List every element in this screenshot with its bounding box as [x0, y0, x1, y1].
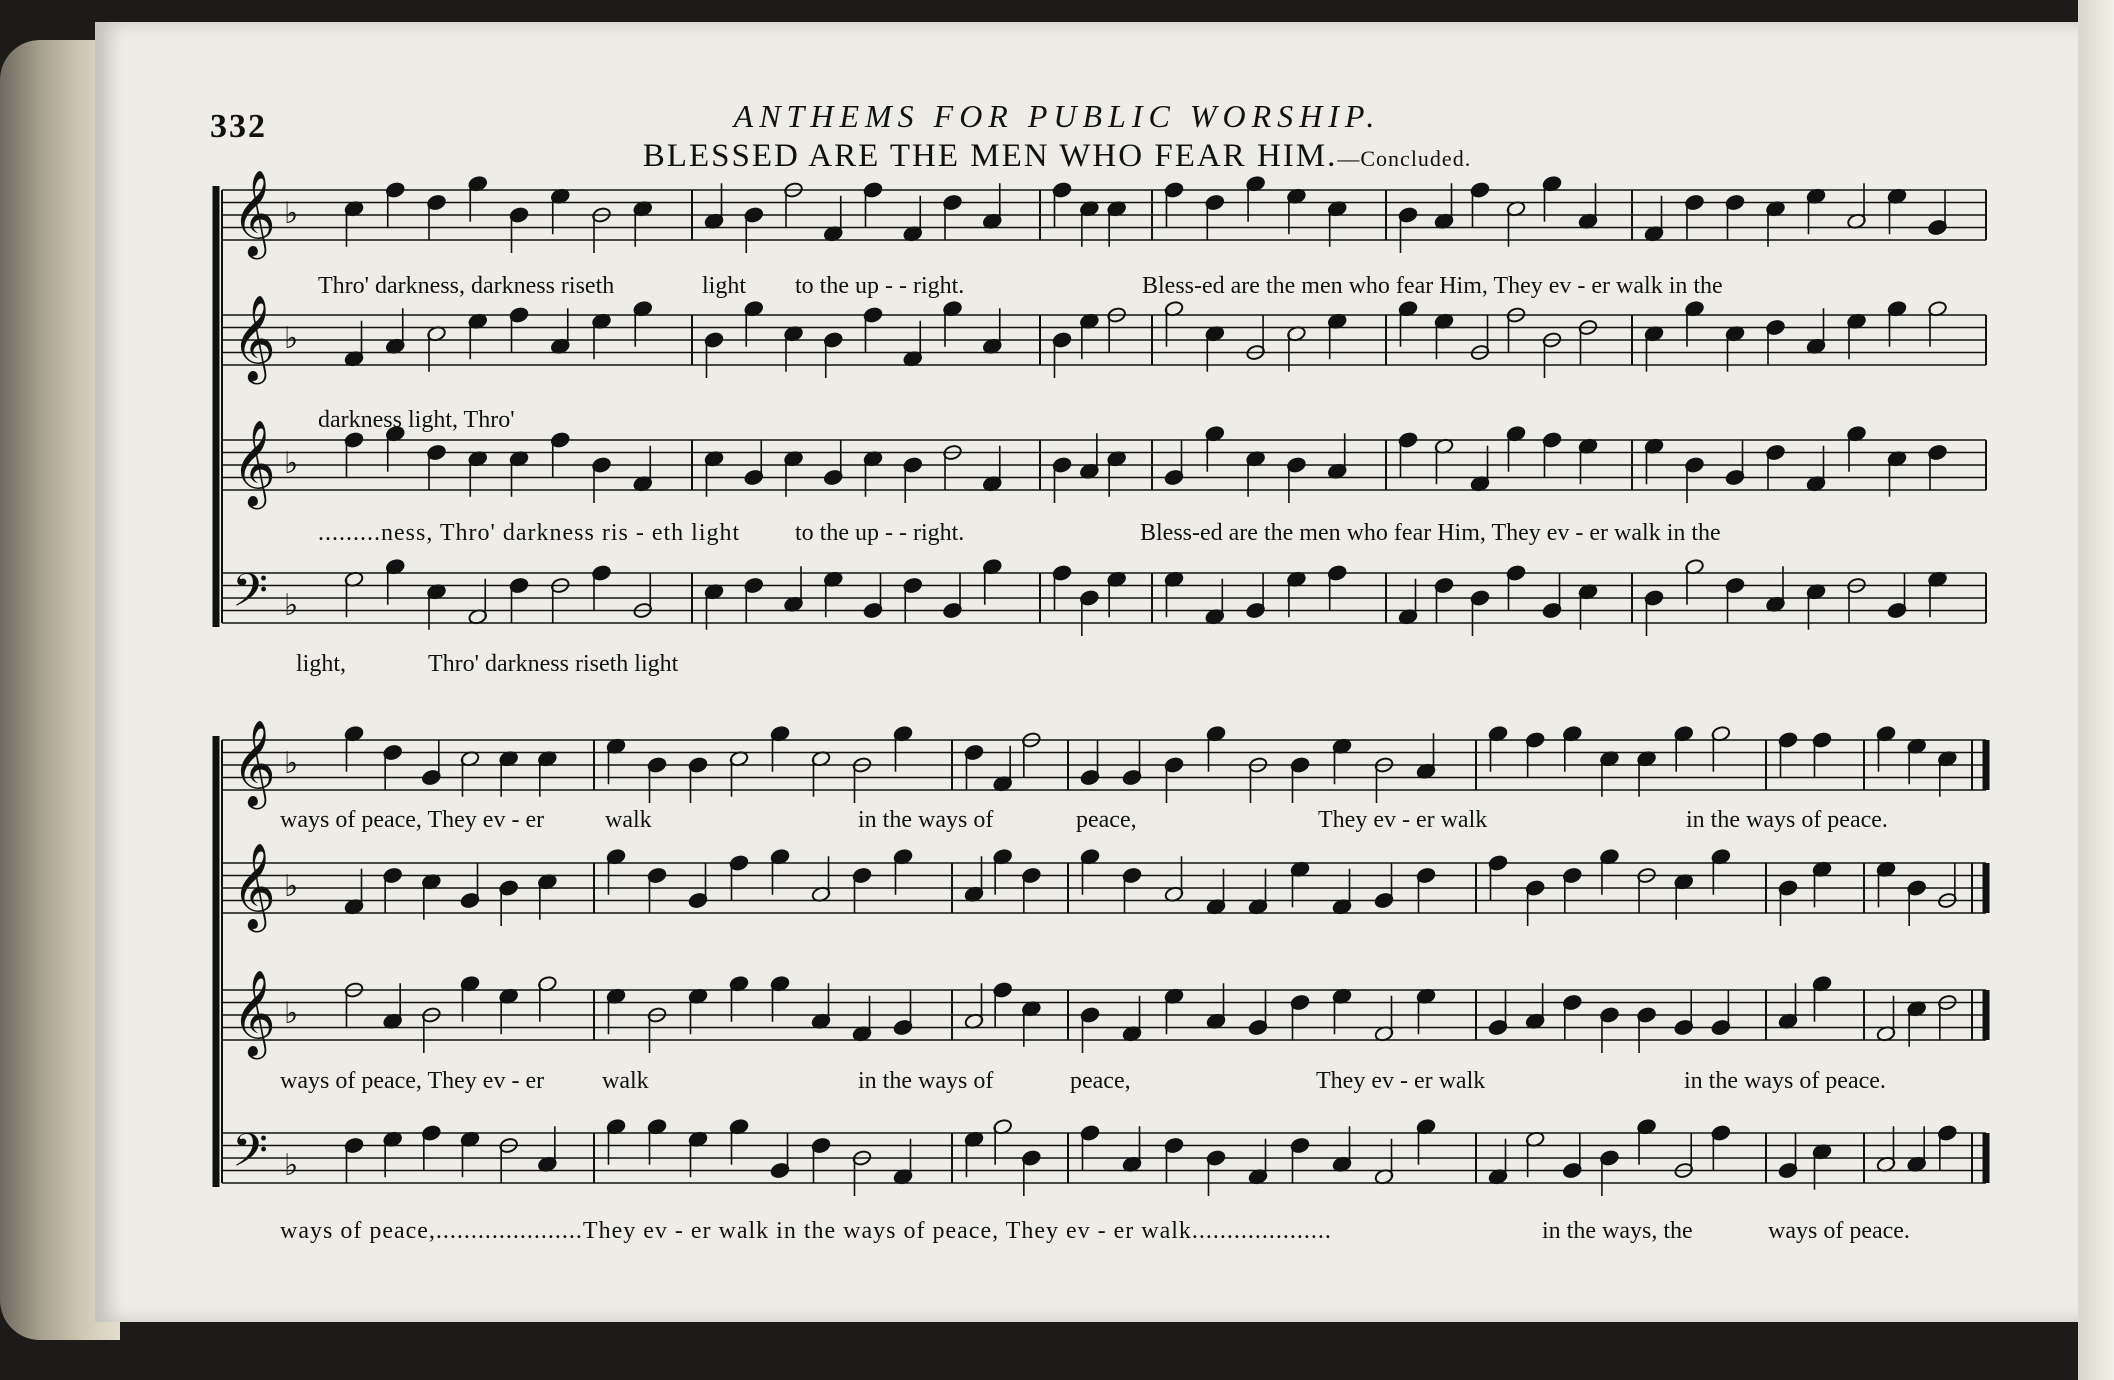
flat-icon: ♭ — [284, 869, 299, 904]
lyric-s1-bass-a: light, — [296, 651, 347, 677]
anthem-title-main: BLESSED ARE THE MEN WHO FEAR HIM. — [642, 138, 1338, 174]
lyric-s1-soprano-b: light — [702, 273, 747, 299]
lyric-s1-soprano-d: Bless-ed are the men who fear Him, They ev - er walk in the — [1142, 273, 1723, 299]
lyric-s2-soprano-c: in the ways of — [858, 807, 994, 833]
lyric-s2-bass-b: in the ways, the — [1542, 1218, 1693, 1244]
lyric-s2-bass-c: ways of peace. — [1768, 1218, 1910, 1244]
flat-icon: ♭ — [284, 321, 299, 356]
lyric-s2-tenor-a: ways of peace, They ev - er — [280, 1068, 545, 1094]
flat-icon: ♭ — [284, 996, 299, 1031]
flat-icon: ♭ — [284, 588, 299, 623]
treble-clef-icon: 𝄞 — [232, 843, 276, 929]
bass-clef-icon: 𝄢 — [232, 564, 269, 629]
lyric-s1-soprano-a: Thro' darkness, darkness riseth — [318, 273, 615, 299]
treble-clef-icon: 𝄞 — [232, 170, 276, 256]
lyric-s2-tenor-d: peace, — [1070, 1068, 1131, 1094]
lyric-s2-soprano-b: walk — [605, 807, 652, 833]
system-brackets — [216, 186, 222, 1187]
lyric-s1-bass-b: Thro' darkness riseth light — [428, 651, 679, 677]
flat-icon: ♭ — [284, 196, 299, 231]
lyric-s2-soprano-a: ways of peace, They ev - er — [280, 807, 545, 833]
lyric-s2-soprano-f: in the ways of peace. — [1686, 807, 1888, 833]
anthem-title-suffix: —Concluded. — [1337, 146, 1472, 171]
flat-icon: ♭ — [284, 1148, 299, 1183]
lyric-s2-tenor-e: They ev - er walk — [1316, 1068, 1486, 1094]
treble-clef-icon: 𝄞 — [232, 970, 276, 1056]
lyric-s2-soprano-d: peace, — [1076, 807, 1137, 833]
bass-clef-icon: 𝄢 — [232, 1124, 269, 1189]
treble-clef-icon: 𝄞 — [232, 295, 276, 381]
lyric-s1-alto-a: darkness light, Thro' — [318, 407, 515, 433]
page-number: 332 — [210, 108, 267, 145]
lyric-s1-soprano-c: to the up - - right. — [795, 273, 965, 299]
lyric-s1-tenor-c: Bless-ed are the men who fear Him, They ev - er walk in the — [1140, 520, 1721, 546]
lyric-s1-tenor-b: to the up - - right. — [795, 520, 965, 546]
lyric-s2-tenor-b: walk — [602, 1068, 649, 1094]
running-head: ANTHEMS FOR PUBLIC WORSHIP. — [733, 98, 1381, 134]
lyric-s2-tenor-c: in the ways of — [858, 1068, 994, 1094]
lyric-s2-soprano-e: They ev - er walk — [1318, 807, 1488, 833]
notes — [344, 175, 1957, 1196]
flat-icon: ♭ — [284, 446, 299, 481]
lyric-s1-tenor-a: .........ness, Thro' darkness ris - eth light — [318, 520, 741, 546]
clefs — [232, 170, 298, 1189]
lyric-s2-tenor-f: in the ways of peace. — [1684, 1068, 1886, 1094]
treble-clef-icon: 𝄞 — [232, 420, 276, 506]
lyric-s2-bass-a: ways of peace,.....................They ev - er walk in the ways of peace, They ev - er walk.................... — [280, 1218, 1332, 1244]
flat-icon: ♭ — [284, 746, 299, 781]
treble-clef-icon: 𝄞 — [232, 720, 276, 806]
